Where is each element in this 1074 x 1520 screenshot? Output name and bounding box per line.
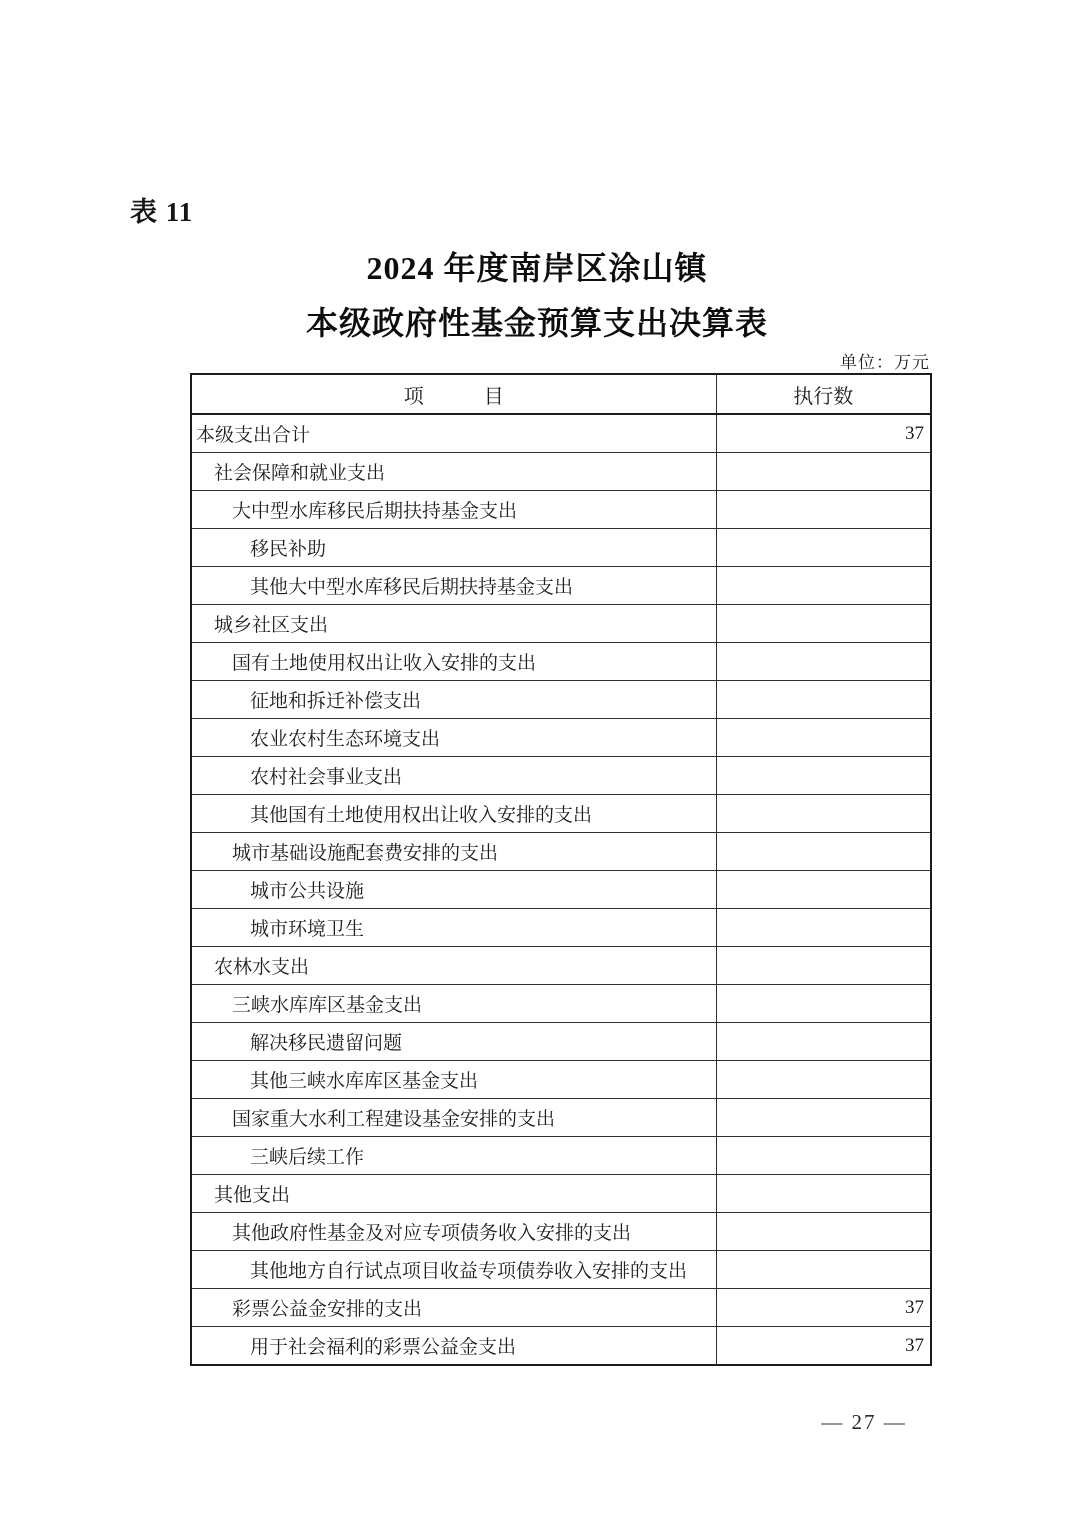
table-row (191, 1023, 931, 1061)
item-cell: 农村社会事业支出 (191, 757, 716, 795)
value-cell (716, 1099, 931, 1137)
table-row (191, 985, 931, 1023)
value-cell (716, 1175, 931, 1213)
value-cell (716, 947, 931, 985)
item-cell: 农业农村生态环境支出 (191, 719, 716, 757)
value-cell (716, 757, 931, 795)
item-cell: 城市环境卫生 (191, 909, 716, 947)
table-row (191, 567, 931, 605)
item-cell: 大中型水库移民后期扶持基金支出 (191, 491, 716, 529)
item-cell: 其他地方自行试点项目收益专项债券收入安排的支出 (191, 1251, 716, 1289)
value-cell (716, 795, 931, 833)
table-row (191, 1099, 931, 1137)
table-row (191, 833, 931, 871)
item-cell: 三峡后续工作 (191, 1137, 716, 1175)
document-title-line1: 2024 年度南岸区涂山镇 (366, 250, 708, 286)
table-row (191, 1289, 931, 1327)
budget-table (190, 373, 932, 1366)
value-cell (716, 833, 931, 871)
table-row (191, 719, 931, 757)
value-cell (716, 985, 931, 1023)
table-row (191, 1327, 931, 1366)
table-row (191, 1137, 931, 1175)
value-cell: 37 (716, 414, 931, 453)
page-number: — 27 — (821, 1410, 907, 1434)
table-header (191, 374, 931, 414)
document-title (0, 241, 1074, 351)
value-cell (716, 491, 931, 529)
item-cell: 彩票公益金安排的支出 (191, 1289, 716, 1327)
value-cell: 37 (716, 1327, 931, 1366)
table-row (191, 795, 931, 833)
item-cell: 国有土地使用权出让收入安排的支出 (191, 643, 716, 681)
item-cell: 本级支出合计 (191, 414, 716, 453)
item-cell: 征地和拆迁补偿支出 (191, 681, 716, 719)
table-row (191, 871, 931, 909)
value-cell (716, 871, 931, 909)
value-column-header: 执行数 (716, 374, 931, 414)
table-row (191, 681, 931, 719)
value-cell (716, 719, 931, 757)
item-cell: 移民补助 (191, 529, 716, 567)
value-cell: 37 (716, 1289, 931, 1327)
value-cell (716, 1213, 931, 1251)
table-row (191, 453, 931, 491)
value-cell (716, 643, 931, 681)
item-cell: 农林水支出 (191, 947, 716, 985)
item-cell: 城乡社区支出 (191, 605, 716, 643)
table-row (191, 605, 931, 643)
value-cell (716, 1023, 931, 1061)
table-row (191, 757, 931, 795)
item-column-header: 项 目 (191, 374, 716, 414)
table-row (191, 947, 931, 985)
value-cell (716, 1251, 931, 1289)
item-cell: 三峡水库库区基金支出 (191, 985, 716, 1023)
unit-note: 单位：万元 (840, 353, 930, 372)
value-cell (716, 605, 931, 643)
table-row (191, 909, 931, 947)
table-row (191, 1175, 931, 1213)
item-cell: 城市基础设施配套费安排的支出 (191, 833, 716, 871)
document-title-line2: 本级政府性基金预算支出决算表 (305, 305, 768, 341)
table-body (191, 414, 931, 1365)
value-cell (716, 1137, 931, 1175)
item-cell: 社会保障和就业支出 (191, 453, 716, 491)
value-cell (716, 1061, 931, 1099)
table-row (191, 414, 931, 453)
value-cell (716, 909, 931, 947)
table-row (191, 1251, 931, 1289)
item-cell: 其他支出 (191, 1175, 716, 1213)
table-row (191, 529, 931, 567)
item-cell: 其他国有土地使用权出让收入安排的支出 (191, 795, 716, 833)
item-cell: 用于社会福利的彩票公益金支出 (191, 1327, 716, 1366)
table-row (191, 643, 931, 681)
item-cell: 其他政府性基金及对应专项债务收入安排的支出 (191, 1213, 716, 1251)
value-cell (716, 567, 931, 605)
table-row (191, 491, 931, 529)
item-cell: 其他三峡水库库区基金支出 (191, 1061, 716, 1099)
item-cell: 国家重大水利工程建设基金安排的支出 (191, 1099, 716, 1137)
value-cell (716, 681, 931, 719)
item-cell: 城市公共设施 (191, 871, 716, 909)
item-cell: 解决移民遗留问题 (191, 1023, 716, 1061)
item-cell: 其他大中型水库移民后期扶持基金支出 (191, 567, 716, 605)
table-number-label: 表 11 (130, 197, 194, 227)
value-cell (716, 529, 931, 567)
table-row (191, 1061, 931, 1099)
table-header-row (191, 374, 931, 414)
table-row (191, 1213, 931, 1251)
value-cell (716, 453, 931, 491)
